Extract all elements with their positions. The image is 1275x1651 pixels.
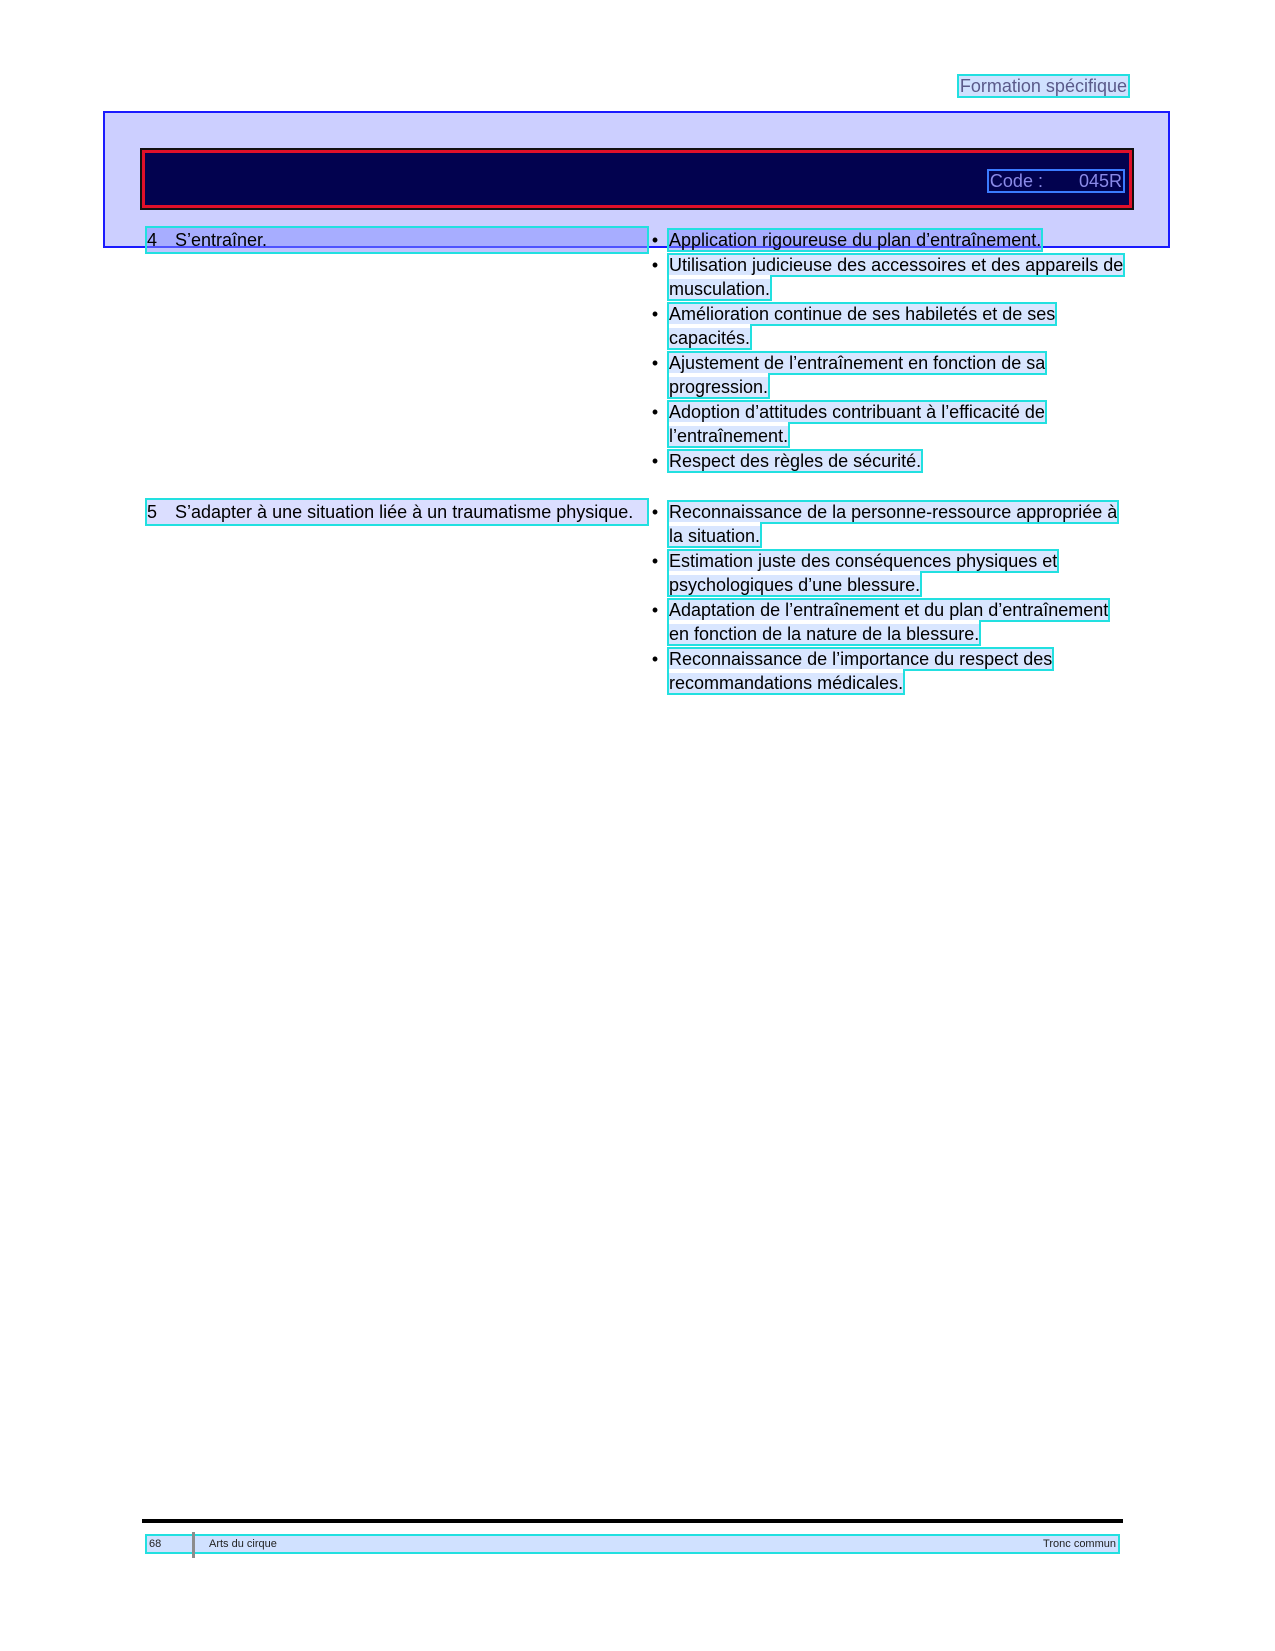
competency-statement — [147, 500, 647, 524]
bullet-icon: • — [651, 649, 659, 669]
page-number: 68 — [149, 1538, 162, 1550]
criterion-item: • Adoption d’attitudes contribuant à l’efficacité de l’entraînement. — [647, 400, 1125, 448]
competency-statement — [147, 228, 647, 252]
bullet-icon: • — [651, 551, 659, 571]
competency-text: S’entraîner. — [175, 230, 268, 250]
page-footer — [147, 1536, 1118, 1552]
bullet-icon: • — [651, 353, 659, 373]
competency-text: S’adapter à une situation liée à un traumatisme physique. — [175, 502, 634, 522]
criteria-list — [647, 228, 1125, 474]
bullet-icon: • — [651, 451, 659, 471]
program-name: Arts du cirque — [209, 1538, 277, 1550]
bullet-icon: • — [651, 255, 659, 275]
competency-number: 5 — [147, 502, 158, 522]
bullet-icon: • — [651, 304, 659, 324]
section-name: Tronc commun — [1043, 1538, 1116, 1550]
criterion-item: • Respect des règles de sécurité. — [647, 449, 1125, 473]
footer-divider — [192, 1532, 195, 1558]
code-label-text: Code : — [989, 171, 1043, 191]
criterion-item: • Application rigoureuse du plan d’entraînement. — [647, 228, 1125, 252]
competency-number: 4 — [147, 230, 158, 250]
bullet-icon: • — [651, 230, 659, 250]
bullet-icon: • — [651, 600, 659, 620]
bullet-icon: • — [651, 502, 659, 522]
code-bar — [142, 150, 1132, 208]
criterion-item: • Amélioration continue de ses habiletés et de ses capacités. — [647, 302, 1125, 350]
running-head: Formation spécifique — [959, 76, 1127, 96]
criterion-item: • Reconnaissance de la personne-ressource appropriée à la situation. — [647, 500, 1125, 548]
criterion-item: • Utilisation judicieuse des accessoires et des appareils de musculation. — [647, 253, 1125, 301]
criterion-item: • Ajustement de l’entraînement en fonction de sa progression. — [647, 351, 1125, 399]
footer-rule — [142, 1519, 1123, 1523]
criterion-item: • Estimation juste des conséquences physiques et psychologiques d’une blessure. — [647, 549, 1125, 597]
criteria-list — [647, 500, 1125, 696]
criterion-item: • Adaptation de l’entraînement et du plan d’entraînement en fonction de la nature de la blessure. — [647, 598, 1125, 646]
bullet-icon: • — [651, 402, 659, 422]
code-value: 045R — [1078, 171, 1122, 191]
criterion-item: • Reconnaissance de l’importance du respect des recommandations médicales. — [647, 647, 1125, 695]
code-label — [989, 171, 1123, 191]
